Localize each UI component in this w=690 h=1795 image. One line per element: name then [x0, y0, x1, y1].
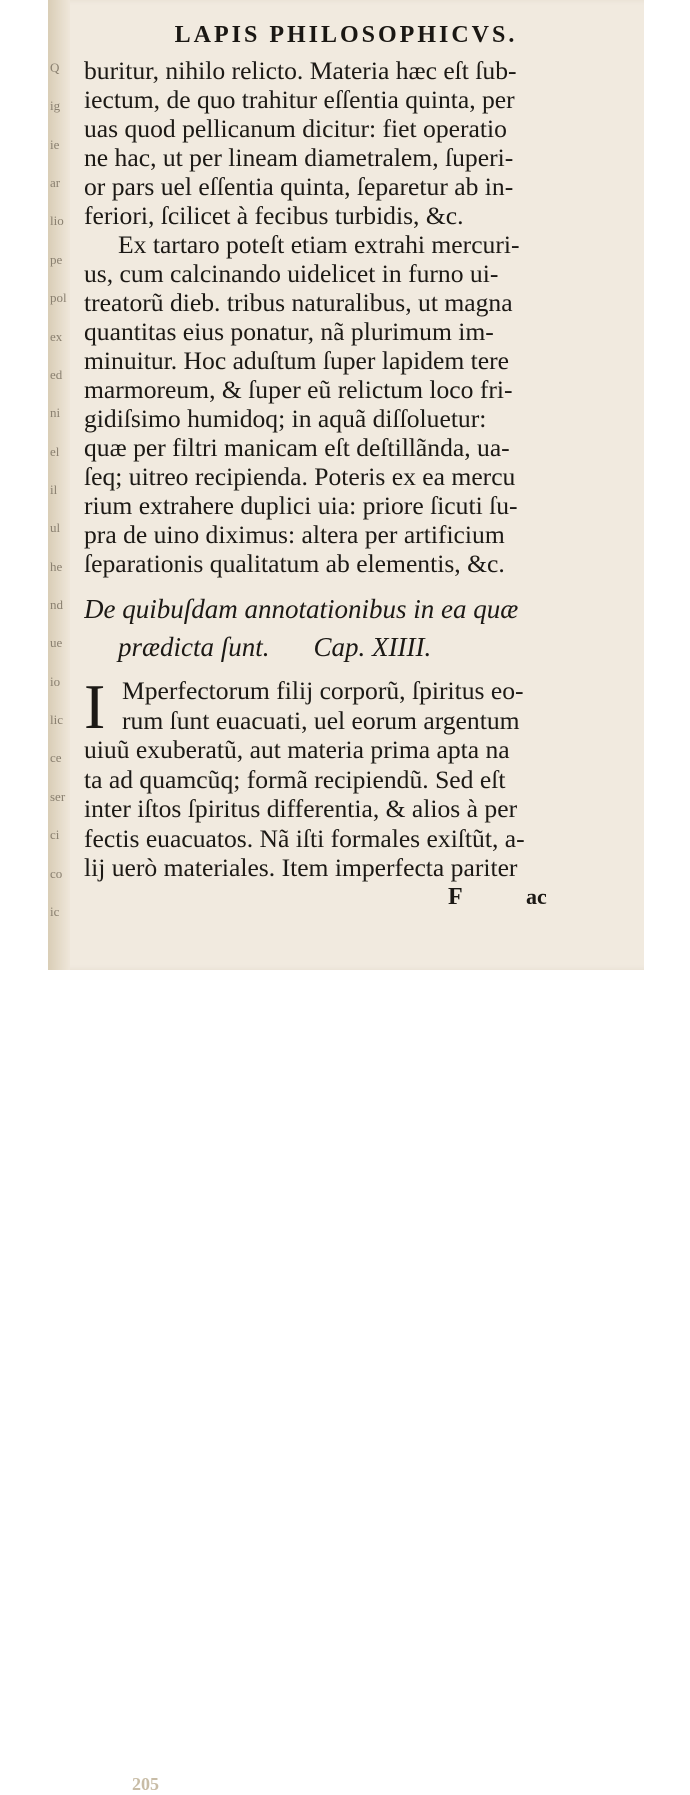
bleed-letter: ue	[50, 635, 63, 651]
chapter-heading-line-2	[84, 628, 604, 666]
paragraph-2	[84, 230, 604, 578]
text-line: fectis euacuatos. Nã iſti formales exiſtũt, a-	[84, 823, 525, 853]
text-line: feriori, ſcilicet à fecibus turbidis, &c.	[84, 201, 464, 230]
book-page	[48, 0, 644, 1794]
text-line: treatorũ dieb. tribus naturalibus, ut magna	[84, 288, 513, 317]
bleed-letter: pe	[50, 251, 63, 267]
bleed-letter: ar	[50, 175, 61, 191]
text-line: ta ad quamcũq; formã recipiendũ. Sed eſt	[84, 764, 506, 794]
bleed-letter: ci	[50, 827, 60, 843]
body-text	[84, 56, 604, 578]
bleed-letter: ni	[50, 405, 61, 421]
text-line: pra de uino diximus: altera per artificium	[84, 520, 505, 549]
bleed-letter: lic	[50, 712, 63, 728]
text-line: buritur, nihilo relicto. Materia hæc eſt ſub-	[84, 56, 517, 85]
bleed-letter: ce	[50, 750, 62, 766]
bleed-letter: il	[50, 481, 58, 497]
text-line: inter iſtos ſpiritus differentia, & alios à per	[84, 794, 518, 823]
bleed-letter: ser	[50, 788, 66, 804]
chapter-heading-text: prædicta ſunt.	[118, 632, 270, 662]
chapter-lines	[84, 671, 604, 883]
text-line: marmoreum, & ſuper eũ relictum loco fri-	[84, 375, 513, 404]
chapter-heading-line-1: De quibuſdam annotationibus in ea quæ	[84, 594, 519, 624]
bleed-letter: ig	[50, 98, 61, 114]
text-line: uiuũ exuberatũ, aut materia prima apta na	[84, 735, 510, 764]
text-line: Ex tartaro poteſt etiam extrahi mercuri-	[118, 230, 520, 259]
bleed-letter: Q	[50, 60, 60, 75]
bleed-letter: ie	[50, 136, 60, 152]
signature-mark: F	[448, 884, 463, 910]
drop-initial: I	[84, 671, 106, 742]
bleed-letter: ed	[50, 366, 63, 382]
text-line: minuitur. Hoc aduſtum ſuper lapidem tere	[84, 346, 510, 375]
bleed-letter: pol	[50, 290, 67, 306]
bleed-letter: ul	[50, 520, 61, 536]
text-line: quæ per filtri manicam eſt deſtillãnda, ua-	[84, 433, 510, 462]
bleed-letter: nd	[50, 597, 63, 613]
text-line: gidiſsimo humidoq; in aquã diſſoluetur:	[84, 404, 487, 433]
running-header: LAPIS PHILOSOPHICVS.	[174, 22, 518, 48]
chapter-text	[84, 671, 604, 883]
bleed-letter: he	[50, 558, 63, 574]
text-line: us, cum calcinando uidelicet in furno ui-	[84, 259, 499, 288]
text-line: Mperfectorum filij corporũ, ſpiritus eo-	[122, 676, 524, 705]
bleed-letter: el	[50, 443, 60, 459]
text-line: uas quod pellicanum dicitur: fiet operatio	[84, 114, 507, 143]
text-line: iectum, de quo trahitur eſſentia quinta, per	[84, 85, 515, 114]
bleed-letter: ic	[50, 903, 60, 919]
text-line: rum ſunt euacuati, uel eorum argentum	[122, 705, 520, 735]
bleed-through-column	[50, 60, 66, 920]
bleed-letter: co	[50, 865, 63, 881]
faded-page-number: 205	[132, 1774, 159, 1794]
text-line: ſeparationis qualitatum ab elementis, &c.	[84, 549, 505, 578]
paragraph-1	[84, 56, 604, 230]
text-line: ſeq; uitreo recipienda. Poteris ex ea mercu	[84, 462, 516, 491]
text-line: quantitas eius ponatur, nã plurimum im-	[84, 317, 494, 346]
bleed-letter: lio	[50, 213, 64, 229]
catchword: ac	[526, 884, 547, 909]
bleed-letter: io	[50, 673, 61, 689]
text-line: lij uerò materiales. Item imperfecta pariter	[84, 853, 518, 882]
text-line: ne hac, ut per lineam diametralem, ſuperi-	[84, 143, 514, 172]
text-line: or pars uel eſſentia quinta, ſeparetur ab in-	[84, 172, 514, 201]
chapter-number: Cap. XIIII.	[313, 632, 432, 662]
chapter-heading	[84, 590, 604, 666]
bleed-letter: ex	[50, 328, 63, 344]
text-line: rium extrahere duplici uia: priore ſicuti ſu-	[84, 491, 518, 520]
